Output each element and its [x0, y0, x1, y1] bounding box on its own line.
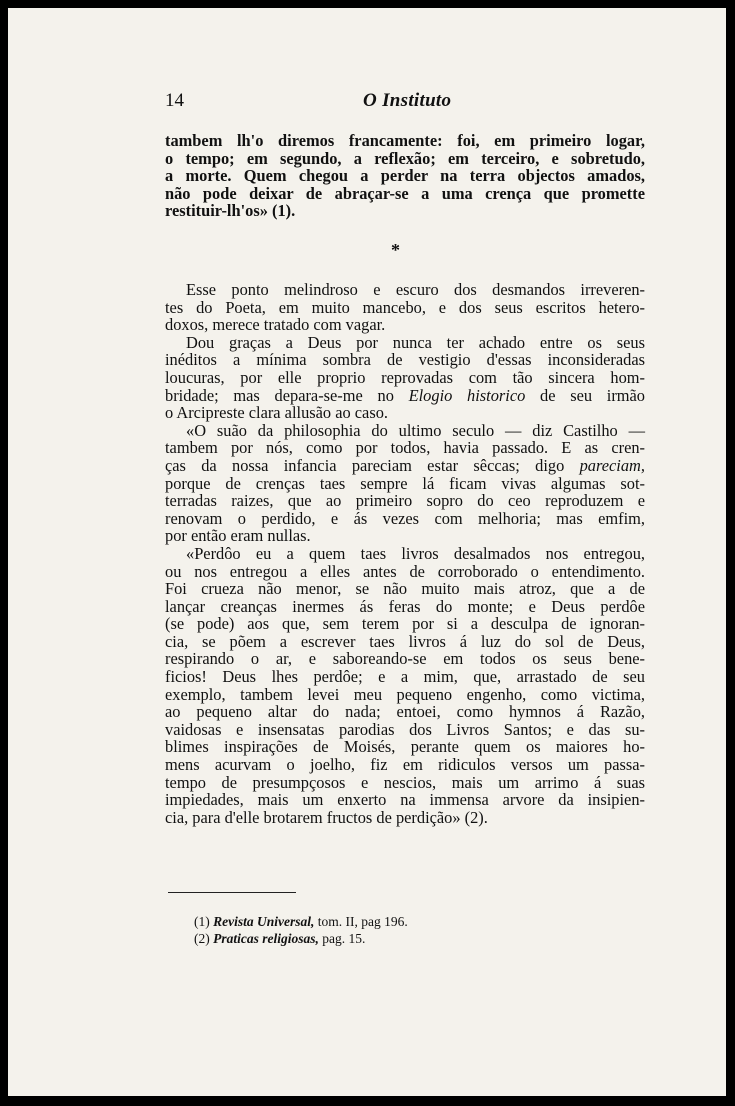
footnote-marker: (2)	[194, 931, 210, 946]
text-line: blimes inspirações de Moisés, perante quem os maiores ho-	[165, 737, 645, 757]
text-line: tempo de presumpçosos e nescios, mais um arrimo á suas	[165, 772, 645, 792]
book-page	[8, 8, 726, 1096]
text-line: a morte. Quem chegou a perder na terra objectos amados,	[165, 166, 645, 186]
footnote-text: tom. II, pag 196.	[314, 914, 408, 929]
text-line: porque de crenças taes sempre lá ficam vivas algumas sot-	[165, 473, 645, 493]
text-line: vaidosas e insensatas parodias dos Livros Santos; e das su-	[165, 719, 645, 739]
running-title: O Instituto	[363, 90, 452, 111]
page-number: 14	[165, 90, 184, 111]
text-line: ou nos entregou a elles antes de corroborado o entendimento.	[165, 561, 645, 581]
text-line: impiedades, mais um enxerto na immensa arvore da insipien-	[165, 790, 645, 810]
footnotes	[194, 913, 408, 947]
footnote-divider	[168, 892, 296, 893]
page-header	[165, 90, 645, 116]
text-line: Foi crueza não menor, se não muito mais atroz, que a de	[165, 579, 645, 599]
text-line: inéditos a mínima sombra de vestigio d'essas inconsideradas	[165, 350, 645, 370]
text-line: renovam o perdido, e ás vezes com melhoria; mas emfim,	[165, 508, 645, 528]
text-segment: de seu irmão	[525, 385, 645, 405]
footnote-title: Revista Universal,	[213, 914, 315, 929]
text-line: exemplo, tambem levei meu pequeno engenho, como victima,	[165, 684, 645, 704]
text-line: mens acurvam o joelho, fiz em ridiculos versos um passa-	[165, 755, 645, 775]
paragraph-1	[165, 132, 645, 220]
section-separator: *	[391, 240, 400, 260]
text-line: o tempo; em segundo, a reflexão; em terceiro, e sobretudo,	[165, 148, 645, 168]
paragraph-5	[165, 545, 645, 827]
elogio-title: Elogio historico	[408, 385, 526, 405]
text-line: lançar creanças inermes ás feras do monte; e Deus perdôe	[165, 596, 645, 616]
text-segment: ças da nossa infancia pareciam estar sêccas; digo	[165, 455, 580, 475]
text-line: loucuras, por elle proprio reprovadas com tão sincera hom-	[165, 367, 645, 387]
text-line: tambem lh'o diremos francamente: foi, em primeiro logar,	[165, 131, 645, 150]
text-line: tambem por nós, como por todos, havia passado. E as cren-	[165, 438, 645, 458]
paragraph-3	[165, 334, 645, 422]
text-line: por então eram nullas.	[165, 526, 311, 546]
text-line	[165, 457, 645, 475]
text-line: ao pequeno altar do nada; entoei, como hymnos á Razão,	[165, 702, 645, 722]
text-line: restituir-lh'os» (1).	[165, 201, 296, 221]
footnote-2	[194, 930, 408, 947]
emphasis-word: pareciam,	[579, 455, 645, 475]
text-line: cia, se põem a escrever taes livros á luz do sol de Deus,	[165, 631, 645, 651]
text-line: «Perdôo eu a quem taes livros desalmados nos entregou,	[186, 543, 645, 563]
text-line: ficios! Deus lhes perdôe; e a mim, que, arrastado de seu	[165, 667, 645, 687]
text-line: terradas raizes, que ao primeiro sopro do ceo reproduzem e	[165, 491, 645, 511]
footnote-text: pag. 15.	[318, 931, 366, 946]
text-segment: bridade; mas depara-se-me no	[165, 385, 409, 405]
footnote-title: Praticas religiosas,	[213, 931, 319, 946]
text-line: (se pode) aos que, sem terem por si a desculpa de ignoran-	[165, 614, 645, 634]
text-line: Dou graças a Deus por nunca ter achado entre os seus	[186, 332, 645, 352]
text-line	[165, 387, 645, 405]
text-line: doxos, merece tratado com vagar.	[165, 315, 386, 335]
text-line: «O suão da philosophia do ultimo seculo — diz Castilho —	[186, 420, 645, 440]
paragraph-4	[165, 422, 645, 545]
text-line: o Arcipreste clara allusão ao caso.	[165, 403, 388, 423]
footnote-marker: (1)	[194, 914, 210, 929]
paragraph-2	[165, 281, 645, 334]
text-line: tes do Poeta, em muito mancebo, e dos seus escritos hetero-	[165, 297, 645, 317]
text-line: Esse ponto melindroso e escuro dos desmandos irreveren-	[186, 280, 645, 299]
text-line: respirando o ar, e saboreando-se em todos os seus bene-	[165, 649, 645, 669]
main-text	[165, 281, 645, 826]
text-line: não pode deixar de abraçar-se a uma crença que promette	[165, 183, 645, 203]
footnote-1	[194, 913, 408, 930]
text-line: cia, para d'elle brotarem fructos de perdição» (2).	[165, 807, 488, 827]
